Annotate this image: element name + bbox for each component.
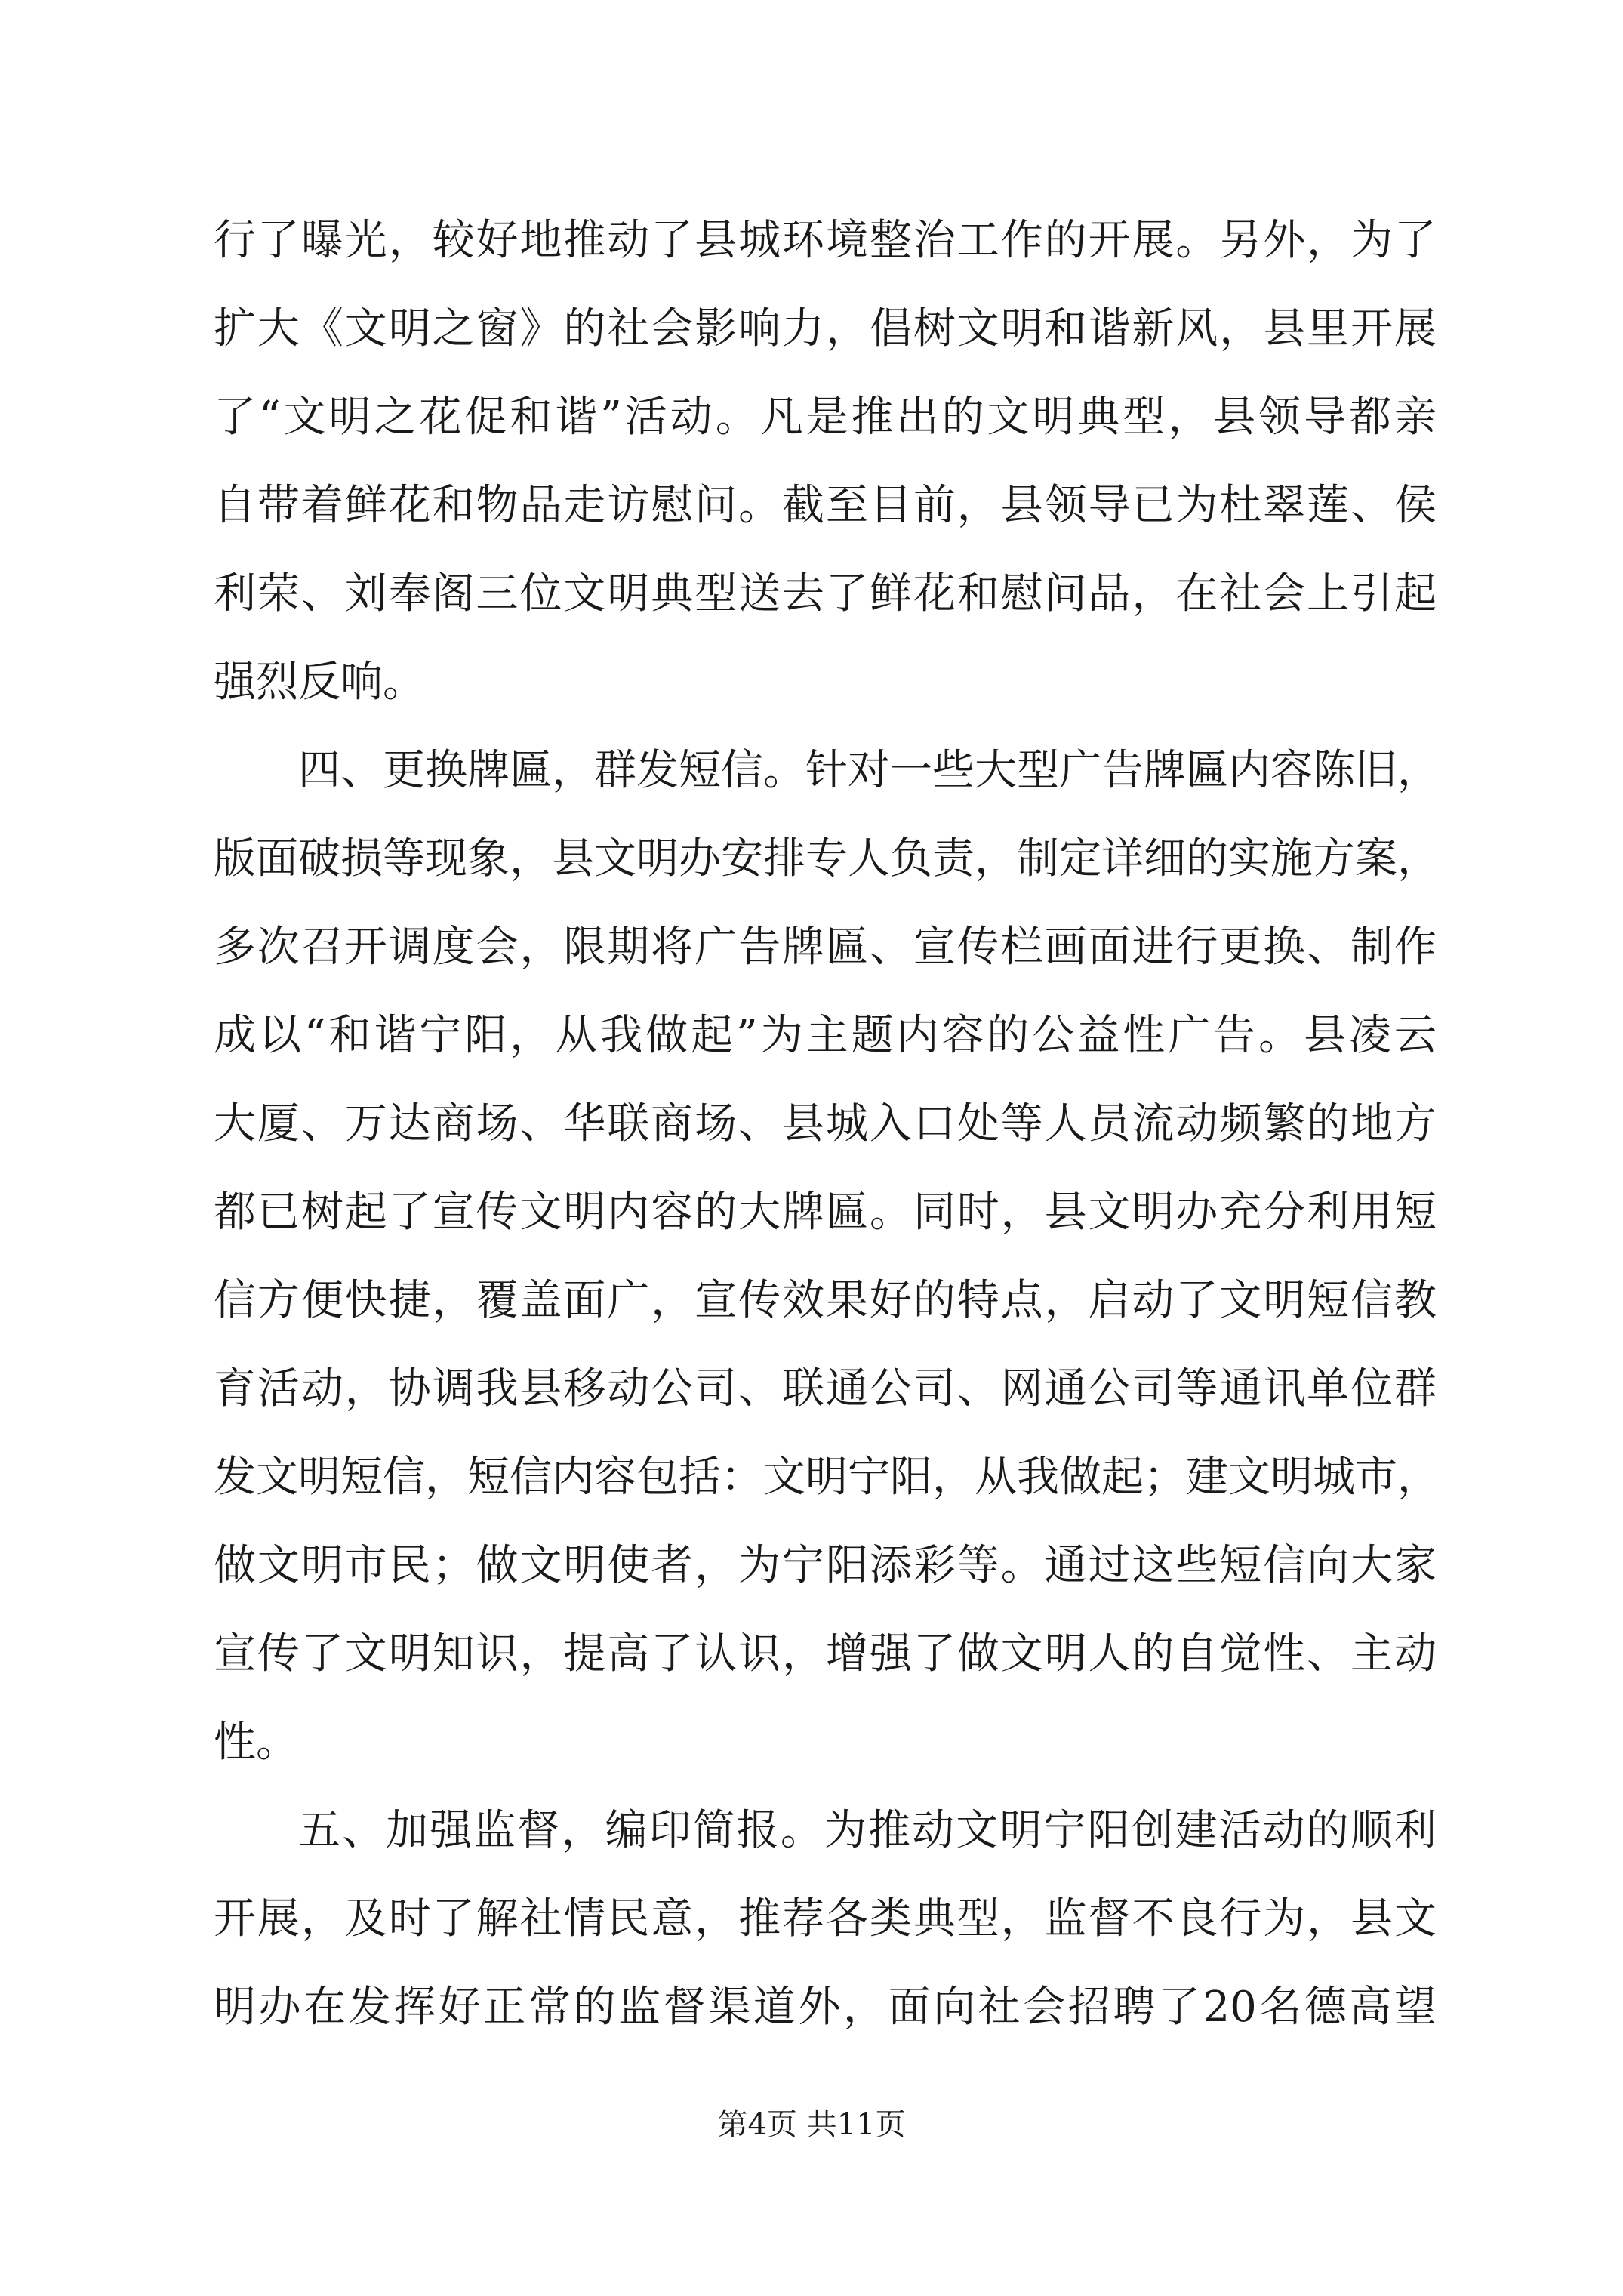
text-line: 行了曝光，较好地推动了县城环境整治工作的开展。另外，为了: [214, 216, 1437, 265]
text-line: 强烈反响。: [214, 658, 425, 707]
paragraph-start-line: 五、加强监督，编印简报。为推动文明宁阳创建活动的顺利: [298, 1806, 1437, 1855]
text-line: 做文明市民；做文明使者，为宁阳添彩等。通过这些短信向大家: [214, 1541, 1437, 1590]
document-body: [214, 196, 1440, 2051]
text-line: 版面破损等现象，县文明办安排专人负责，制定详细的实施方案，: [214, 834, 1440, 883]
text-line: 自带着鲜花和物品走访慰问。截至目前，县领导已为杜翠莲、侯: [214, 481, 1437, 530]
text-line: 宣传了文明知识，提高了认识，增强了做文明人的自觉性、主动: [214, 1629, 1437, 1678]
text-line: 大厦、万达商场、华联商场、县城入口处等人员流动频繁的地方: [214, 1099, 1437, 1148]
text-line: 发文明短信，短信内容包括：文明宁阳，从我做起；建文明城市，: [214, 1453, 1440, 1502]
text-line: 扩大《文明之窗》的社会影响力，倡树文明和谐新风，县里开展: [214, 304, 1437, 353]
text-line: 都已树起了宣传文明内容的大牌匾。同时，县文明办充分利用短: [214, 1188, 1437, 1237]
text-line: 性。: [214, 1718, 298, 1767]
text-line: 了“文明之花促和谐”活动。凡是推出的文明典型，县领导都亲: [214, 393, 1437, 442]
text-line: 信方便快捷，覆盖面广，宣传效果好的特点，启动了文明短信教: [214, 1276, 1437, 1325]
text-line: 明办在发挥好正常的监督渠道外，面向社会招聘了20名德高望: [214, 1983, 1437, 2032]
page-number: 第4页 共11页: [717, 2107, 906, 2142]
paragraph-start-line: 四、更换牌匾，群发短信。针对一些大型广告牌匾内容陈旧，: [298, 746, 1440, 795]
text-line: 多次召开调度会，限期将广告牌匾、宣传栏画面进行更换、制作: [214, 923, 1437, 972]
text-line: 成以“和谐宁阳，从我做起”为主题内容的公益性广告。县凌云: [214, 1011, 1437, 1060]
text-line: 育活动，协调我县移动公司、联通公司、网通公司等通讯单位群: [214, 1364, 1437, 1413]
text-line: 利荣、刘奉阁三位文明典型送去了鲜花和慰问品，在社会上引起: [214, 569, 1437, 618]
text-line: 开展，及时了解社情民意，推荐各类典型，监督不良行为，县文: [214, 1894, 1437, 1943]
page-footer: [0, 2100, 1623, 2143]
